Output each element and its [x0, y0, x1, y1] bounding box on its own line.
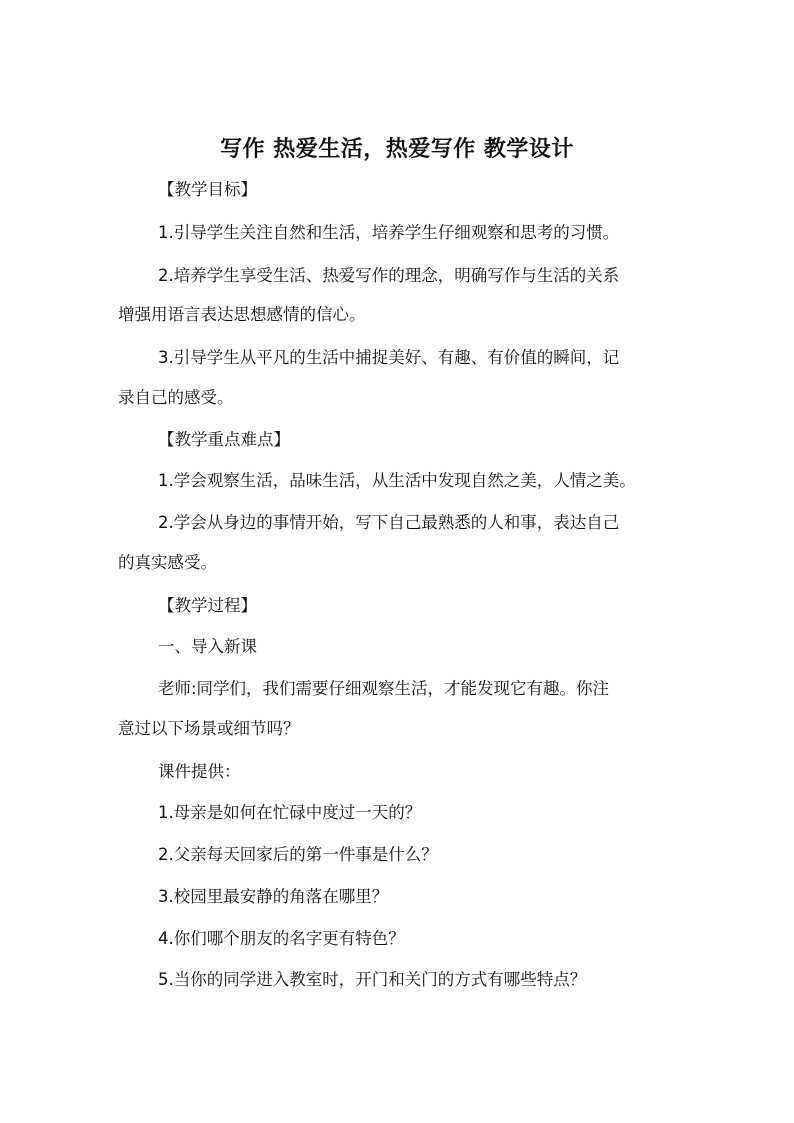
key-point-1: 1.学会观察生活，品味生活，从生活中发现自然之美，人情之美。 — [158, 471, 636, 490]
objective-2: 2.培养学生享受生活、热爱写作的理念，明确写作与生活的关系 — [158, 266, 620, 285]
section-heading-key-points: 【教学重点难点】 — [158, 430, 290, 449]
courseware-label: 课件提供： — [158, 762, 241, 781]
courseware-question-4: 4.你们哪个朋友的名字更有特色？ — [158, 929, 405, 948]
key-point-2: 2.学会从身边的事情开始，写下自己最熟悉的人和事，表达自己 — [158, 513, 620, 532]
courseware-question-2: 2.父亲每天回家后的第一件事是什么？ — [158, 845, 438, 864]
teacher-paragraph-continued: 意过以下场景或细节吗？ — [118, 719, 300, 738]
process-step-1: 一、导入新课 — [158, 637, 257, 656]
key-point-2-continued: 的真实感受。 — [118, 553, 217, 572]
objective-2-continued: 增强用语言表达思想感情的信心。 — [118, 305, 366, 324]
document-title: 写作 热爱生活，热爱写作 教学设计 — [220, 137, 574, 162]
section-heading-objectives: 【教学目标】 — [158, 180, 257, 199]
objective-3-continued: 录自己的感受。 — [118, 388, 234, 407]
section-heading-process: 【教学过程】 — [158, 596, 257, 615]
courseware-question-1: 1.母亲是如何在忙碌中度过一天的？ — [158, 803, 422, 822]
objective-3: 3.引导学生从平凡的生活中捕捉美好、有趣、有价值的瞬间，记 — [158, 348, 620, 367]
objective-1: 1.引导学生关注自然和生活，培养学生仔细观察和思考的习惯。 — [158, 223, 620, 242]
courseware-question-3: 3.校园里最安静的角落在哪里？ — [158, 887, 389, 906]
teacher-paragraph: 老师:同学们，我们需要仔细观察生活，才能发现它有趣。你注 — [158, 679, 610, 698]
courseware-question-5: 5.当你的同学进入教室时，开门和关门的方式有哪些特点？ — [158, 970, 587, 989]
